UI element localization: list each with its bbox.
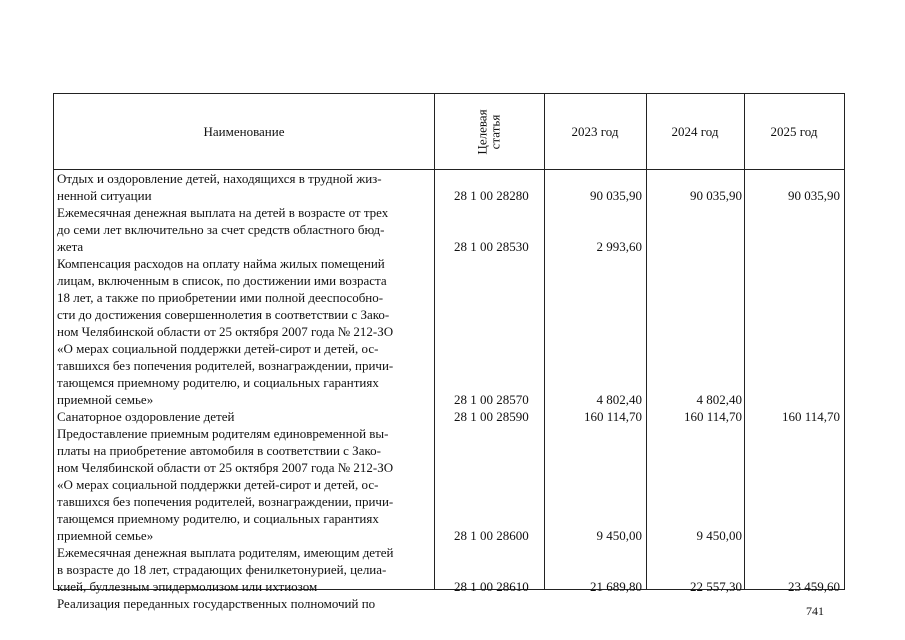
header-2024 bbox=[646, 94, 744, 170]
row-name-line: Отдых и оздоровление детей, находящихся в трудной жиз- bbox=[57, 171, 382, 186]
row-value-2023: 2 993,60 bbox=[596, 239, 642, 254]
row-value-2025: 160 114,70 bbox=[781, 409, 840, 424]
row-value-2024: 22 557,30 bbox=[690, 579, 742, 594]
row-name-line: приемной семье» bbox=[57, 528, 154, 543]
row-name bbox=[57, 170, 433, 204]
table-row bbox=[54, 425, 844, 544]
row-name-line: Компенсация расходов на оплату найма жилых помещений bbox=[57, 256, 385, 271]
row-value-2025: 23 459,60 bbox=[788, 579, 840, 594]
row-value-2023: 90 035,90 bbox=[590, 188, 642, 203]
row-name-line: жета bbox=[57, 239, 84, 254]
row-name-line: лицам, включенным в список, по достижении ими возраста bbox=[57, 273, 387, 288]
row-name-line: ном Челябинской области от 25 октября 2007 года № 212-ЗО bbox=[57, 324, 394, 339]
row-name-line: тавшихся без попечения родителей, вознаграждении, причи- bbox=[57, 494, 394, 509]
table-row bbox=[54, 544, 844, 595]
row-value-2023: 21 689,80 bbox=[590, 579, 642, 594]
header-2023 bbox=[544, 94, 646, 170]
row-target-code: 28 1 00 28570 bbox=[454, 392, 529, 407]
table-row bbox=[54, 408, 844, 425]
row-name-line: тавшихся без попечения родителей, вознаграждении, причи- bbox=[57, 358, 394, 373]
row-name-line: Ежемесячная денежная выплата родителям, имеющим детей bbox=[57, 545, 394, 560]
table-row bbox=[54, 595, 844, 612]
row-value-2024: 160 114,70 bbox=[683, 409, 742, 424]
row-name-line: кией, буллезным эпидермолизом или ихтиозом bbox=[57, 579, 318, 594]
row-value-2025: 90 035,90 bbox=[788, 188, 840, 203]
row-target-code: 28 1 00 28610 bbox=[454, 579, 529, 594]
row-name-line: тающемся приемному родителю, и социальных гарантиях bbox=[57, 511, 379, 526]
header-target-line1: Целевая bbox=[474, 109, 490, 155]
header-target bbox=[434, 94, 544, 170]
header-name bbox=[54, 94, 434, 170]
row-name-line: в возрасте до 18 лет, страдающих фенилкетонурией, целиа- bbox=[57, 562, 387, 577]
header-2025 bbox=[744, 94, 844, 170]
row-target-code: 28 1 00 28600 bbox=[454, 528, 529, 543]
row-name bbox=[57, 595, 433, 612]
table-header bbox=[54, 94, 844, 170]
page-number: 741 bbox=[806, 604, 824, 618]
header-2025-label: 2025 год bbox=[770, 124, 818, 139]
table-row bbox=[54, 204, 844, 255]
row-name-line: Реализация переданных государственных полномочий по bbox=[57, 596, 376, 611]
row-value-2024: 90 035,90 bbox=[690, 188, 742, 203]
table-row bbox=[54, 170, 844, 204]
row-name bbox=[57, 408, 433, 425]
row-name-line: ненной ситуации bbox=[57, 188, 152, 203]
row-value-2023: 4 802,40 bbox=[596, 392, 642, 407]
header-target-label bbox=[476, 109, 502, 154]
row-name bbox=[57, 544, 433, 595]
row-name-line: тающемся приемному родителю, и социальных гарантиях bbox=[57, 375, 379, 390]
row-name-line: Ежемесячная денежная выплата на детей в возрасте от трех bbox=[57, 205, 389, 220]
row-name-line: «О мерах социальной поддержки детей-сирот и детей, ос- bbox=[57, 477, 379, 492]
row-name-line: «О мерах социальной поддержки детей-сирот и детей, ос- bbox=[57, 341, 379, 356]
row-name bbox=[57, 255, 433, 408]
row-name-line: 18 лет, а также по приобретении ими полной дееспособно- bbox=[57, 290, 384, 305]
row-value-2024: 4 802,40 bbox=[696, 392, 742, 407]
row-name-line: сти до достижения совершеннолетия в соответствии с Зако- bbox=[57, 307, 390, 322]
row-name-line: ном Челябинской области от 25 октября 2007 года № 212-ЗО bbox=[57, 460, 394, 475]
header-target-line2: статья bbox=[487, 114, 503, 150]
row-value-2023: 9 450,00 bbox=[596, 528, 642, 543]
row-value-2024: 9 450,00 bbox=[696, 528, 742, 543]
row-target-code: 28 1 00 28280 bbox=[454, 188, 529, 203]
header-name-label: Наименование bbox=[203, 124, 285, 139]
header-2023-label: 2023 год bbox=[571, 124, 619, 139]
row-name-line: платы на приобретение автомобиля в соответствии с Зако- bbox=[57, 443, 381, 458]
row-target-code: 28 1 00 28530 bbox=[454, 239, 529, 254]
row-name-line: Предоставление приемным родителям единовременной вы- bbox=[57, 426, 389, 441]
header-2024-label: 2024 год bbox=[671, 124, 719, 139]
row-name bbox=[57, 425, 433, 544]
row-name-line: Санаторное оздоровление детей bbox=[57, 409, 235, 424]
row-target-code: 28 1 00 28590 bbox=[454, 409, 529, 424]
row-name bbox=[57, 204, 433, 255]
row-name-line: до семи лет включительно за счет средств областного бюд- bbox=[57, 222, 385, 237]
row-value-2023: 160 114,70 bbox=[583, 409, 642, 424]
table-row bbox=[54, 255, 844, 408]
row-name-line: приемной семье» bbox=[57, 392, 154, 407]
